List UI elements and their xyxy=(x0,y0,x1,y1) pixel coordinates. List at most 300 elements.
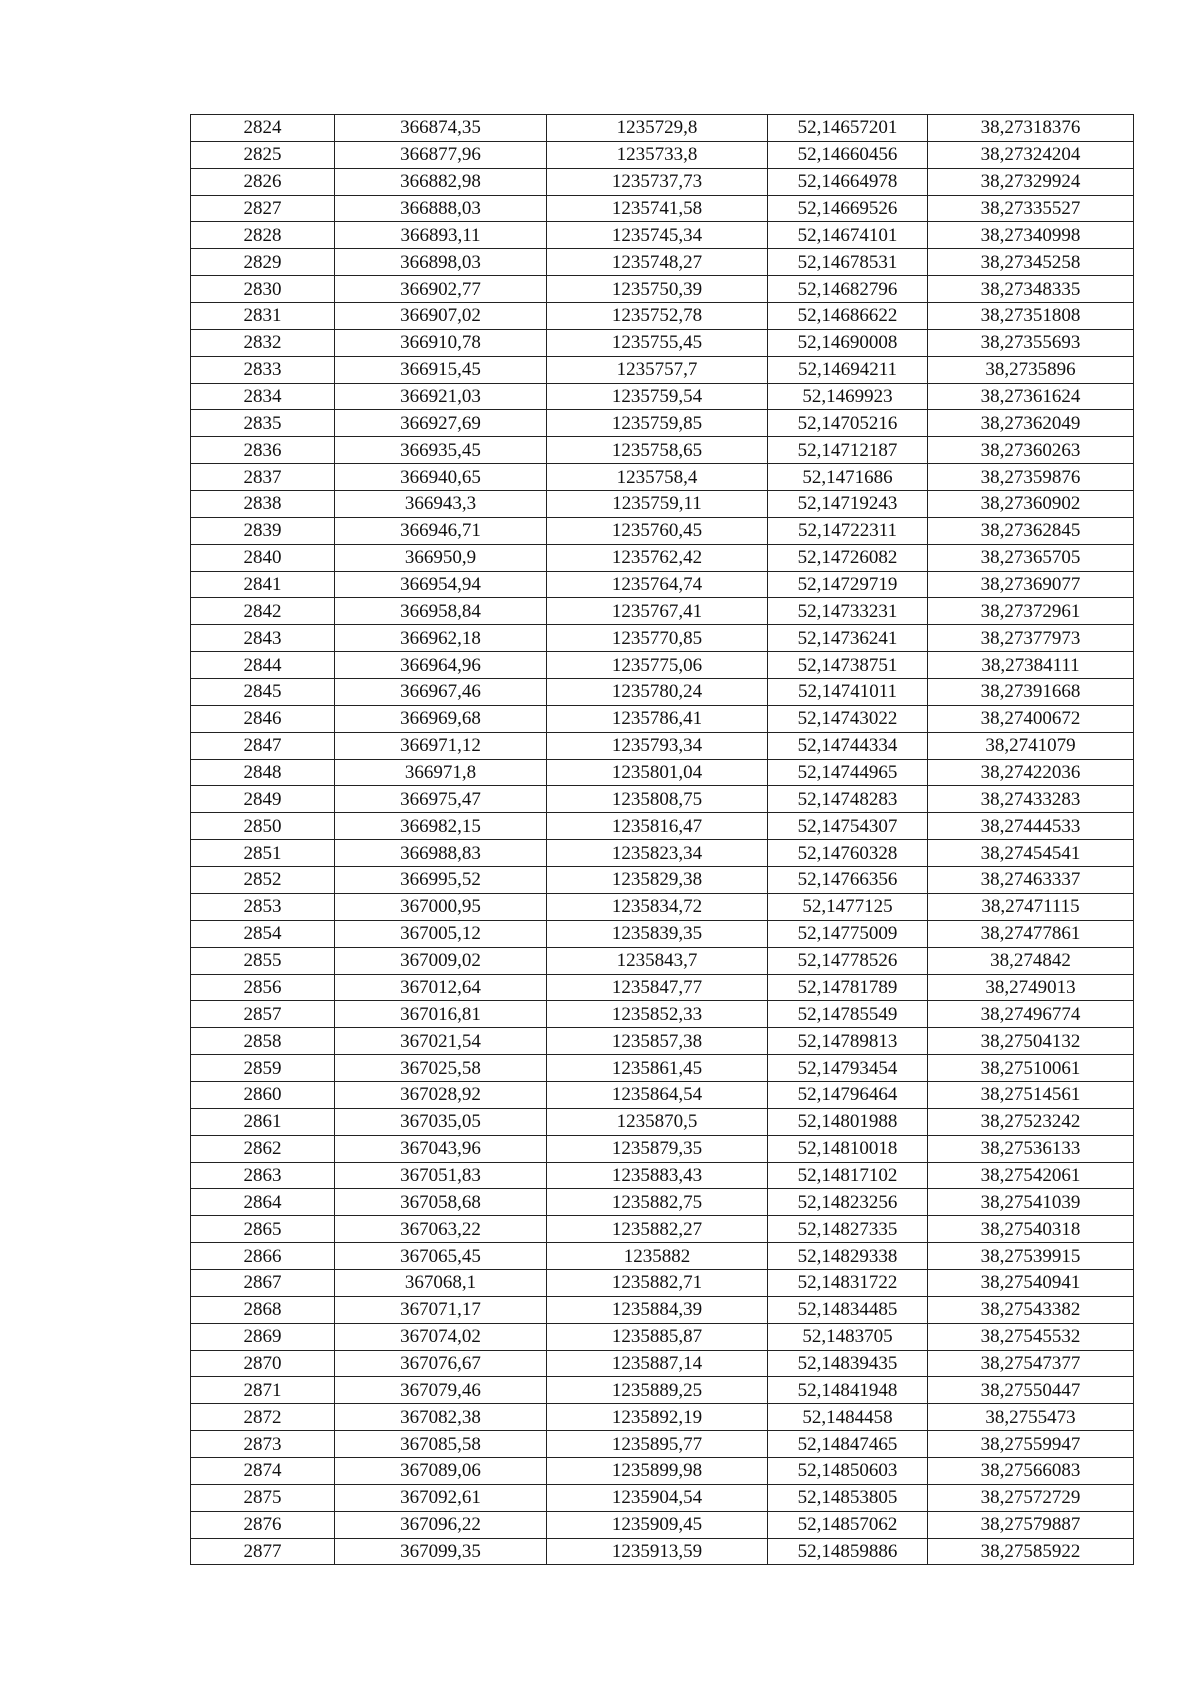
longitude-cell: 38,2755473 xyxy=(928,1404,1134,1431)
latitude-cell: 52,1477125 xyxy=(768,893,928,920)
longitude-cell: 38,27329924 xyxy=(928,168,1134,195)
y-coordinate-cell: 1235887,14 xyxy=(547,1350,768,1377)
point-number-cell: 2855 xyxy=(191,947,335,974)
y-coordinate-cell: 1235884,39 xyxy=(547,1296,768,1323)
table-row xyxy=(191,383,1134,410)
point-number-cell: 2859 xyxy=(191,1055,335,1082)
point-number-cell: 2829 xyxy=(191,249,335,276)
coordinates-table-body xyxy=(191,115,1134,1565)
longitude-cell: 38,27359876 xyxy=(928,464,1134,491)
y-coordinate-cell: 1235759,11 xyxy=(547,491,768,518)
latitude-cell: 52,14705216 xyxy=(768,410,928,437)
table-row xyxy=(191,356,1134,383)
x-coordinate-cell: 367000,95 xyxy=(335,893,547,920)
latitude-cell: 52,14743022 xyxy=(768,705,928,732)
point-number-cell: 2846 xyxy=(191,705,335,732)
y-coordinate-cell: 1235748,27 xyxy=(547,249,768,276)
table-row xyxy=(191,625,1134,652)
table-row xyxy=(191,1216,1134,1243)
point-number-cell: 2858 xyxy=(191,1028,335,1055)
table-row xyxy=(191,1511,1134,1538)
x-coordinate-cell: 366975,47 xyxy=(335,786,547,813)
latitude-cell: 52,14853805 xyxy=(768,1484,928,1511)
point-number-cell: 2856 xyxy=(191,974,335,1001)
longitude-cell: 38,27572729 xyxy=(928,1484,1134,1511)
longitude-cell: 38,27504132 xyxy=(928,1028,1134,1055)
point-number-cell: 2844 xyxy=(191,652,335,679)
point-number-cell: 2838 xyxy=(191,491,335,518)
latitude-cell: 52,14678531 xyxy=(768,249,928,276)
x-coordinate-cell: 366950,9 xyxy=(335,544,547,571)
table-row xyxy=(191,464,1134,491)
point-number-cell: 2868 xyxy=(191,1296,335,1323)
latitude-cell: 52,14781789 xyxy=(768,974,928,1001)
point-number-cell: 2875 xyxy=(191,1484,335,1511)
table-row xyxy=(191,491,1134,518)
table-row xyxy=(191,1081,1134,1108)
point-number-cell: 2872 xyxy=(191,1404,335,1431)
point-number-cell: 2862 xyxy=(191,1135,335,1162)
x-coordinate-cell: 366888,03 xyxy=(335,195,547,222)
x-coordinate-cell: 367028,92 xyxy=(335,1081,547,1108)
y-coordinate-cell: 1235904,54 xyxy=(547,1484,768,1511)
y-coordinate-cell: 1235913,59 xyxy=(547,1538,768,1565)
y-coordinate-cell: 1235759,54 xyxy=(547,383,768,410)
table-row xyxy=(191,893,1134,920)
point-number-cell: 2828 xyxy=(191,222,335,249)
table-row xyxy=(191,813,1134,840)
y-coordinate-cell: 1235757,7 xyxy=(547,356,768,383)
longitude-cell: 38,27510061 xyxy=(928,1055,1134,1082)
y-coordinate-cell: 1235801,04 xyxy=(547,759,768,786)
longitude-cell: 38,27324204 xyxy=(928,141,1134,168)
y-coordinate-cell: 1235882 xyxy=(547,1243,768,1270)
x-coordinate-cell: 366921,03 xyxy=(335,383,547,410)
y-coordinate-cell: 1235857,38 xyxy=(547,1028,768,1055)
longitude-cell: 38,27579887 xyxy=(928,1511,1134,1538)
table-row xyxy=(191,222,1134,249)
y-coordinate-cell: 1235883,43 xyxy=(547,1162,768,1189)
x-coordinate-cell: 367058,68 xyxy=(335,1189,547,1216)
longitude-cell: 38,27362845 xyxy=(928,517,1134,544)
x-coordinate-cell: 366962,18 xyxy=(335,625,547,652)
table-row xyxy=(191,1269,1134,1296)
latitude-cell: 52,14674101 xyxy=(768,222,928,249)
point-number-cell: 2832 xyxy=(191,329,335,356)
y-coordinate-cell: 1235843,7 xyxy=(547,947,768,974)
table-row xyxy=(191,141,1134,168)
point-number-cell: 2853 xyxy=(191,893,335,920)
longitude-cell: 38,27523242 xyxy=(928,1108,1134,1135)
x-coordinate-cell: 367071,17 xyxy=(335,1296,547,1323)
table-row xyxy=(191,974,1134,1001)
table-row xyxy=(191,571,1134,598)
x-coordinate-cell: 367021,54 xyxy=(335,1028,547,1055)
latitude-cell: 52,14839435 xyxy=(768,1350,928,1377)
latitude-cell: 52,14744965 xyxy=(768,759,928,786)
latitude-cell: 52,14796464 xyxy=(768,1081,928,1108)
x-coordinate-cell: 367099,35 xyxy=(335,1538,547,1565)
latitude-cell: 52,14827335 xyxy=(768,1216,928,1243)
y-coordinate-cell: 1235729,8 xyxy=(547,115,768,142)
longitude-cell: 38,27559947 xyxy=(928,1431,1134,1458)
x-coordinate-cell: 366874,35 xyxy=(335,115,547,142)
longitude-cell: 38,27433283 xyxy=(928,786,1134,813)
point-number-cell: 2834 xyxy=(191,383,335,410)
point-number-cell: 2847 xyxy=(191,732,335,759)
latitude-cell: 52,14719243 xyxy=(768,491,928,518)
x-coordinate-cell: 367068,1 xyxy=(335,1269,547,1296)
x-coordinate-cell: 367063,22 xyxy=(335,1216,547,1243)
longitude-cell: 38,2741079 xyxy=(928,732,1134,759)
x-coordinate-cell: 367074,02 xyxy=(335,1323,547,1350)
longitude-cell: 38,27422036 xyxy=(928,759,1134,786)
y-coordinate-cell: 1235885,87 xyxy=(547,1323,768,1350)
y-coordinate-cell: 1235762,42 xyxy=(547,544,768,571)
table-row xyxy=(191,1001,1134,1028)
point-number-cell: 2871 xyxy=(191,1377,335,1404)
longitude-cell: 38,27361624 xyxy=(928,383,1134,410)
y-coordinate-cell: 1235758,65 xyxy=(547,437,768,464)
longitude-cell: 38,27360902 xyxy=(928,491,1134,518)
x-coordinate-cell: 367085,58 xyxy=(335,1431,547,1458)
longitude-cell: 38,27542061 xyxy=(928,1162,1134,1189)
point-number-cell: 2843 xyxy=(191,625,335,652)
latitude-cell: 52,14785549 xyxy=(768,1001,928,1028)
longitude-cell: 38,27550447 xyxy=(928,1377,1134,1404)
x-coordinate-cell: 367016,81 xyxy=(335,1001,547,1028)
x-coordinate-cell: 366927,69 xyxy=(335,410,547,437)
y-coordinate-cell: 1235899,98 xyxy=(547,1457,768,1484)
y-coordinate-cell: 1235745,34 xyxy=(547,222,768,249)
latitude-cell: 52,14841948 xyxy=(768,1377,928,1404)
x-coordinate-cell: 367035,05 xyxy=(335,1108,547,1135)
table-row xyxy=(191,1243,1134,1270)
y-coordinate-cell: 1235775,06 xyxy=(547,652,768,679)
latitude-cell: 52,14690008 xyxy=(768,329,928,356)
x-coordinate-cell: 366982,15 xyxy=(335,813,547,840)
table-row xyxy=(191,1108,1134,1135)
x-coordinate-cell: 366971,8 xyxy=(335,759,547,786)
table-row xyxy=(191,329,1134,356)
y-coordinate-cell: 1235864,54 xyxy=(547,1081,768,1108)
y-coordinate-cell: 1235861,45 xyxy=(547,1055,768,1082)
point-number-cell: 2870 xyxy=(191,1350,335,1377)
longitude-cell: 38,27444533 xyxy=(928,813,1134,840)
table-row xyxy=(191,1431,1134,1458)
point-number-cell: 2851 xyxy=(191,840,335,867)
y-coordinate-cell: 1235770,85 xyxy=(547,625,768,652)
y-coordinate-cell: 1235755,45 xyxy=(547,329,768,356)
x-coordinate-cell: 366995,52 xyxy=(335,867,547,894)
point-number-cell: 2836 xyxy=(191,437,335,464)
table-row xyxy=(191,732,1134,759)
longitude-cell: 38,27345258 xyxy=(928,249,1134,276)
x-coordinate-cell: 367089,06 xyxy=(335,1457,547,1484)
table-row xyxy=(191,1055,1134,1082)
y-coordinate-cell: 1235733,8 xyxy=(547,141,768,168)
latitude-cell: 52,14829338 xyxy=(768,1243,928,1270)
longitude-cell: 38,27360263 xyxy=(928,437,1134,464)
latitude-cell: 52,14810018 xyxy=(768,1135,928,1162)
x-coordinate-cell: 366958,84 xyxy=(335,598,547,625)
point-number-cell: 2840 xyxy=(191,544,335,571)
longitude-cell: 38,27377973 xyxy=(928,625,1134,652)
longitude-cell: 38,27477861 xyxy=(928,920,1134,947)
point-number-cell: 2863 xyxy=(191,1162,335,1189)
y-coordinate-cell: 1235892,19 xyxy=(547,1404,768,1431)
x-coordinate-cell: 366946,71 xyxy=(335,517,547,544)
point-number-cell: 2874 xyxy=(191,1457,335,1484)
x-coordinate-cell: 366988,83 xyxy=(335,840,547,867)
y-coordinate-cell: 1235882,27 xyxy=(547,1216,768,1243)
point-number-cell: 2837 xyxy=(191,464,335,491)
latitude-cell: 52,1484458 xyxy=(768,1404,928,1431)
point-number-cell: 2876 xyxy=(191,1511,335,1538)
point-number-cell: 2865 xyxy=(191,1216,335,1243)
latitude-cell: 52,14657201 xyxy=(768,115,928,142)
y-coordinate-cell: 1235759,85 xyxy=(547,410,768,437)
latitude-cell: 52,14834485 xyxy=(768,1296,928,1323)
x-coordinate-cell: 367012,64 xyxy=(335,974,547,1001)
latitude-cell: 52,14712187 xyxy=(768,437,928,464)
y-coordinate-cell: 1235847,77 xyxy=(547,974,768,1001)
latitude-cell: 52,14850603 xyxy=(768,1457,928,1484)
x-coordinate-cell: 366907,02 xyxy=(335,303,547,330)
x-coordinate-cell: 367079,46 xyxy=(335,1377,547,1404)
latitude-cell: 52,14766356 xyxy=(768,867,928,894)
longitude-cell: 38,27547377 xyxy=(928,1350,1134,1377)
x-coordinate-cell: 366893,11 xyxy=(335,222,547,249)
latitude-cell: 52,14831722 xyxy=(768,1269,928,1296)
longitude-cell: 38,27391668 xyxy=(928,679,1134,706)
longitude-cell: 38,27539915 xyxy=(928,1243,1134,1270)
table-row xyxy=(191,920,1134,947)
y-coordinate-cell: 1235750,39 xyxy=(547,276,768,303)
x-coordinate-cell: 367096,22 xyxy=(335,1511,547,1538)
table-row xyxy=(191,303,1134,330)
x-coordinate-cell: 366940,65 xyxy=(335,464,547,491)
y-coordinate-cell: 1235808,75 xyxy=(547,786,768,813)
point-number-cell: 2835 xyxy=(191,410,335,437)
point-number-cell: 2827 xyxy=(191,195,335,222)
latitude-cell: 52,14857062 xyxy=(768,1511,928,1538)
longitude-cell: 38,27496774 xyxy=(928,1001,1134,1028)
table-row xyxy=(191,759,1134,786)
y-coordinate-cell: 1235741,58 xyxy=(547,195,768,222)
table-row xyxy=(191,598,1134,625)
y-coordinate-cell: 1235786,41 xyxy=(547,705,768,732)
latitude-cell: 52,14726082 xyxy=(768,544,928,571)
table-row xyxy=(191,705,1134,732)
x-coordinate-cell: 366954,94 xyxy=(335,571,547,598)
y-coordinate-cell: 1235895,77 xyxy=(547,1431,768,1458)
latitude-cell: 52,14823256 xyxy=(768,1189,928,1216)
point-number-cell: 2869 xyxy=(191,1323,335,1350)
table-row xyxy=(191,679,1134,706)
longitude-cell: 38,27348335 xyxy=(928,276,1134,303)
point-number-cell: 2866 xyxy=(191,1243,335,1270)
x-coordinate-cell: 367043,96 xyxy=(335,1135,547,1162)
x-coordinate-cell: 366882,98 xyxy=(335,168,547,195)
latitude-cell: 52,1471686 xyxy=(768,464,928,491)
longitude-cell: 38,27543382 xyxy=(928,1296,1134,1323)
latitude-cell: 52,14682796 xyxy=(768,276,928,303)
point-number-cell: 2867 xyxy=(191,1269,335,1296)
longitude-cell: 38,27362049 xyxy=(928,410,1134,437)
x-coordinate-cell: 366967,46 xyxy=(335,679,547,706)
x-coordinate-cell: 366964,96 xyxy=(335,652,547,679)
y-coordinate-cell: 1235879,35 xyxy=(547,1135,768,1162)
table-row xyxy=(191,249,1134,276)
y-coordinate-cell: 1235909,45 xyxy=(547,1511,768,1538)
x-coordinate-cell: 366915,45 xyxy=(335,356,547,383)
latitude-cell: 52,14778526 xyxy=(768,947,928,974)
point-number-cell: 2831 xyxy=(191,303,335,330)
y-coordinate-cell: 1235760,45 xyxy=(547,517,768,544)
y-coordinate-cell: 1235823,34 xyxy=(547,840,768,867)
table-row xyxy=(191,652,1134,679)
x-coordinate-cell: 366971,12 xyxy=(335,732,547,759)
longitude-cell: 38,27384111 xyxy=(928,652,1134,679)
latitude-cell: 52,14754307 xyxy=(768,813,928,840)
latitude-cell: 52,14847465 xyxy=(768,1431,928,1458)
x-coordinate-cell: 366910,78 xyxy=(335,329,547,356)
latitude-cell: 52,14748283 xyxy=(768,786,928,813)
longitude-cell: 38,27585922 xyxy=(928,1538,1134,1565)
longitude-cell: 38,27340998 xyxy=(928,222,1134,249)
table-row xyxy=(191,1538,1134,1565)
longitude-cell: 38,27355693 xyxy=(928,329,1134,356)
longitude-cell: 38,27463337 xyxy=(928,867,1134,894)
latitude-cell: 52,14733231 xyxy=(768,598,928,625)
latitude-cell: 52,14736241 xyxy=(768,625,928,652)
table-row xyxy=(191,786,1134,813)
table-row xyxy=(191,1457,1134,1484)
x-coordinate-cell: 366935,45 xyxy=(335,437,547,464)
y-coordinate-cell: 1235758,4 xyxy=(547,464,768,491)
table-row xyxy=(191,1404,1134,1431)
x-coordinate-cell: 366969,68 xyxy=(335,705,547,732)
x-coordinate-cell: 367009,02 xyxy=(335,947,547,974)
longitude-cell: 38,274842 xyxy=(928,947,1134,974)
table-row xyxy=(191,517,1134,544)
longitude-cell: 38,27372961 xyxy=(928,598,1134,625)
x-coordinate-cell: 367025,58 xyxy=(335,1055,547,1082)
point-number-cell: 2842 xyxy=(191,598,335,625)
y-coordinate-cell: 1235852,33 xyxy=(547,1001,768,1028)
point-number-cell: 2873 xyxy=(191,1431,335,1458)
y-coordinate-cell: 1235889,25 xyxy=(547,1377,768,1404)
latitude-cell: 52,14686622 xyxy=(768,303,928,330)
y-coordinate-cell: 1235793,34 xyxy=(547,732,768,759)
table-row xyxy=(191,195,1134,222)
y-coordinate-cell: 1235870,5 xyxy=(547,1108,768,1135)
latitude-cell: 52,14664978 xyxy=(768,168,928,195)
longitude-cell: 38,27351808 xyxy=(928,303,1134,330)
latitude-cell: 52,14729719 xyxy=(768,571,928,598)
x-coordinate-cell: 367051,83 xyxy=(335,1162,547,1189)
y-coordinate-cell: 1235882,75 xyxy=(547,1189,768,1216)
x-coordinate-cell: 367076,67 xyxy=(335,1350,547,1377)
point-number-cell: 2845 xyxy=(191,679,335,706)
table-row xyxy=(191,410,1134,437)
point-number-cell: 2848 xyxy=(191,759,335,786)
latitude-cell: 52,14722311 xyxy=(768,517,928,544)
latitude-cell: 52,14793454 xyxy=(768,1055,928,1082)
longitude-cell: 38,27454541 xyxy=(928,840,1134,867)
coordinates-table xyxy=(190,114,1134,1565)
x-coordinate-cell: 366898,03 xyxy=(335,249,547,276)
point-number-cell: 2857 xyxy=(191,1001,335,1028)
latitude-cell: 52,14789813 xyxy=(768,1028,928,1055)
table-row xyxy=(191,276,1134,303)
point-number-cell: 2852 xyxy=(191,867,335,894)
longitude-cell: 38,27541039 xyxy=(928,1189,1134,1216)
point-number-cell: 2849 xyxy=(191,786,335,813)
point-number-cell: 2841 xyxy=(191,571,335,598)
point-number-cell: 2826 xyxy=(191,168,335,195)
y-coordinate-cell: 1235882,71 xyxy=(547,1269,768,1296)
latitude-cell: 52,14694211 xyxy=(768,356,928,383)
latitude-cell: 52,14744334 xyxy=(768,732,928,759)
point-number-cell: 2864 xyxy=(191,1189,335,1216)
table-row xyxy=(191,1028,1134,1055)
latitude-cell: 52,14741011 xyxy=(768,679,928,706)
table-row xyxy=(191,115,1134,142)
table-row xyxy=(191,168,1134,195)
table-row xyxy=(191,1162,1134,1189)
point-number-cell: 2861 xyxy=(191,1108,335,1135)
table-row xyxy=(191,437,1134,464)
x-coordinate-cell: 367005,12 xyxy=(335,920,547,947)
y-coordinate-cell: 1235839,35 xyxy=(547,920,768,947)
longitude-cell: 38,27335527 xyxy=(928,195,1134,222)
longitude-cell: 38,27540941 xyxy=(928,1269,1134,1296)
point-number-cell: 2854 xyxy=(191,920,335,947)
table-row xyxy=(191,1296,1134,1323)
point-number-cell: 2833 xyxy=(191,356,335,383)
latitude-cell: 52,14738751 xyxy=(768,652,928,679)
table-row xyxy=(191,840,1134,867)
y-coordinate-cell: 1235780,24 xyxy=(547,679,768,706)
longitude-cell: 38,27566083 xyxy=(928,1457,1134,1484)
table-row xyxy=(191,1323,1134,1350)
longitude-cell: 38,27471115 xyxy=(928,893,1134,920)
longitude-cell: 38,2735896 xyxy=(928,356,1134,383)
longitude-cell: 38,27400672 xyxy=(928,705,1134,732)
latitude-cell: 52,1469923 xyxy=(768,383,928,410)
latitude-cell: 52,14817102 xyxy=(768,1162,928,1189)
point-number-cell: 2825 xyxy=(191,141,335,168)
latitude-cell: 52,14859886 xyxy=(768,1538,928,1565)
longitude-cell: 38,27369077 xyxy=(928,571,1134,598)
latitude-cell: 52,14760328 xyxy=(768,840,928,867)
y-coordinate-cell: 1235737,73 xyxy=(547,168,768,195)
x-coordinate-cell: 366943,3 xyxy=(335,491,547,518)
x-coordinate-cell: 367082,38 xyxy=(335,1404,547,1431)
longitude-cell: 38,27536133 xyxy=(928,1135,1134,1162)
latitude-cell: 52,14801988 xyxy=(768,1108,928,1135)
y-coordinate-cell: 1235834,72 xyxy=(547,893,768,920)
table-row xyxy=(191,1135,1134,1162)
longitude-cell: 38,27365705 xyxy=(928,544,1134,571)
x-coordinate-cell: 366902,77 xyxy=(335,276,547,303)
longitude-cell: 38,27545532 xyxy=(928,1323,1134,1350)
table-row xyxy=(191,1484,1134,1511)
table-row xyxy=(191,947,1134,974)
point-number-cell: 2839 xyxy=(191,517,335,544)
